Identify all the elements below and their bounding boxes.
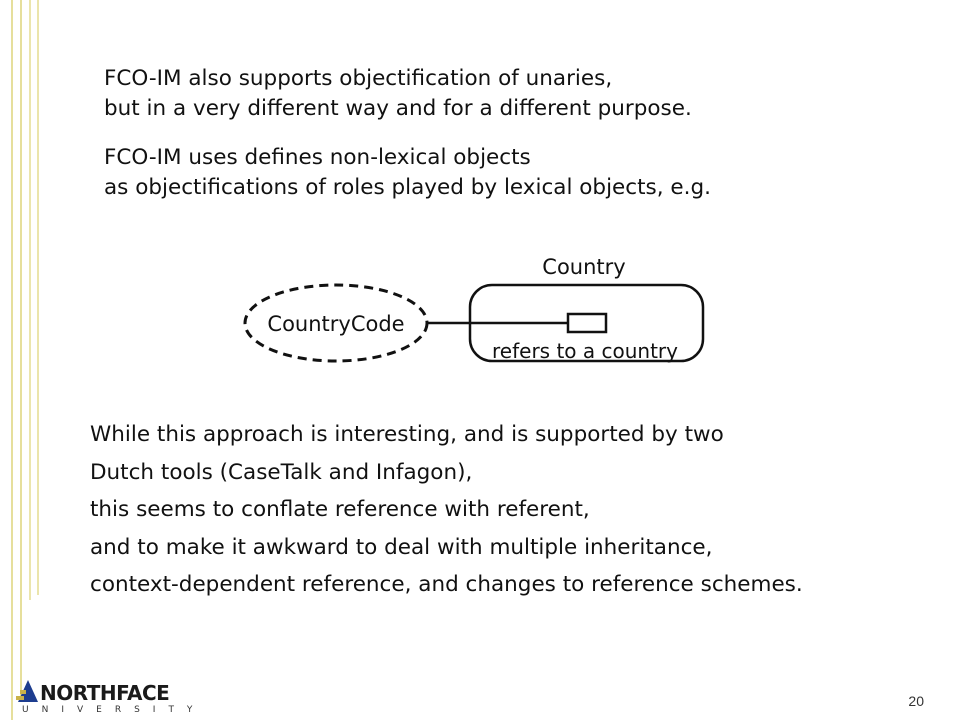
unary-role-box bbox=[568, 314, 606, 332]
discussion-line: context-dependent reference, and changes to reference schemes. bbox=[90, 572, 803, 597]
page-number: 20 bbox=[908, 693, 924, 709]
logo-subtitle: UNIVERSITY bbox=[22, 705, 206, 715]
logo-wordmark: NORTHFACE bbox=[40, 681, 170, 705]
discussion-line: and to make it awkward to deal with multiple inheritance, bbox=[90, 534, 713, 560]
northface-logo bbox=[16, 678, 206, 718]
definition-line-2: as objectifications of roles played by lexical objects, e.g. bbox=[104, 175, 711, 200]
intro-line-2: but in a very different way and for a different purpose. bbox=[104, 96, 692, 121]
logo-mark-icon bbox=[16, 678, 42, 704]
discussion-list bbox=[90, 416, 803, 604]
role-label: refers to a country bbox=[492, 339, 678, 363]
countrycode-label: CountryCode bbox=[267, 312, 405, 336]
country-label: Country bbox=[542, 255, 626, 279]
intro-line-1: FCO-IM also supports objectification of unaries, bbox=[104, 66, 613, 91]
definition-line-1: FCO-IM uses defines non-lexical objects bbox=[104, 145, 531, 170]
discussion-line: this seems to conflate reference with referent, bbox=[90, 497, 590, 522]
discussion-line: While this approach is interesting, and is supported by two bbox=[90, 422, 724, 447]
discussion-line: Dutch tools (CaseTalk and Infagon), bbox=[90, 459, 473, 485]
